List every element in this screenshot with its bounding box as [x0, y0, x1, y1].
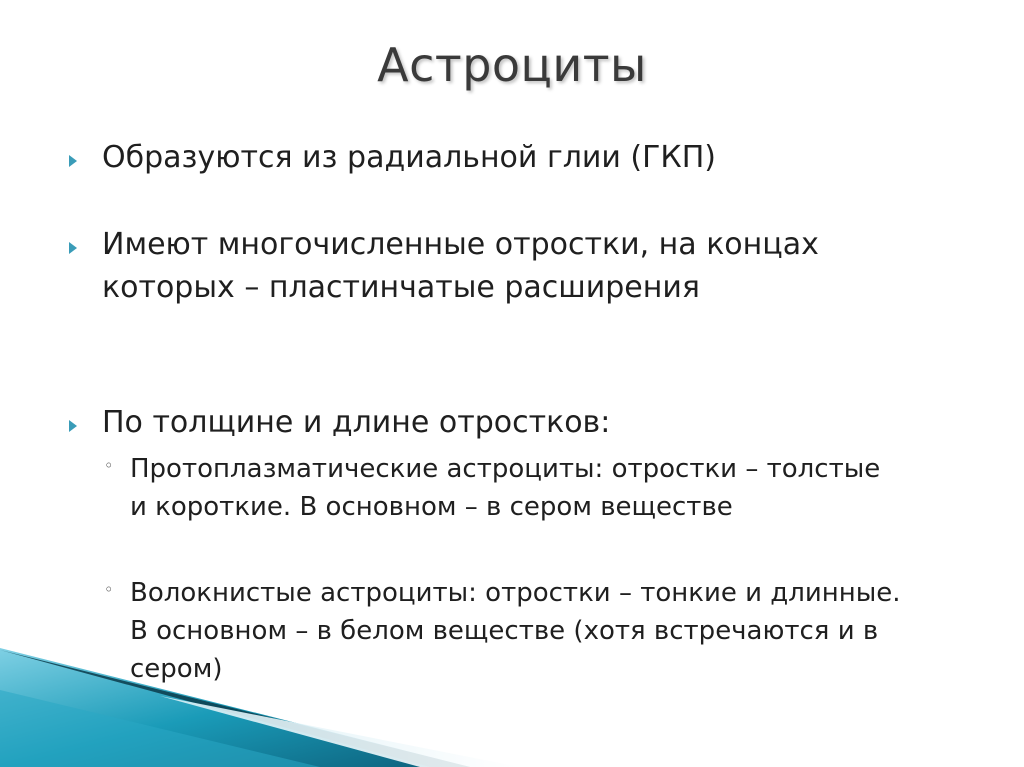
bullet-2: Имеют многочисленные отростки, на концах которых – пластинчатые расширения: [102, 227, 819, 305]
sub-bullet-circle-icon: ◦: [104, 456, 114, 475]
slide-title: Астроциты: [377, 38, 647, 92]
sub-bullet-2: Волокнистые астроциты: отростки – тонкие и длинные. В основном – в белом веществе (хотя встречаются и в сером): [130, 578, 901, 684]
bullet-1: Образуются из радиальной глии (ГКП): [102, 140, 716, 175]
bullet-3: По толщине и длине отростков:: [102, 405, 611, 440]
sub-bullet-1: Протоплазматические астроциты: отростки – толстые и короткие. В основном – в сером веществе: [130, 454, 881, 522]
sub-bullet-circle-icon: ◦: [104, 580, 114, 599]
